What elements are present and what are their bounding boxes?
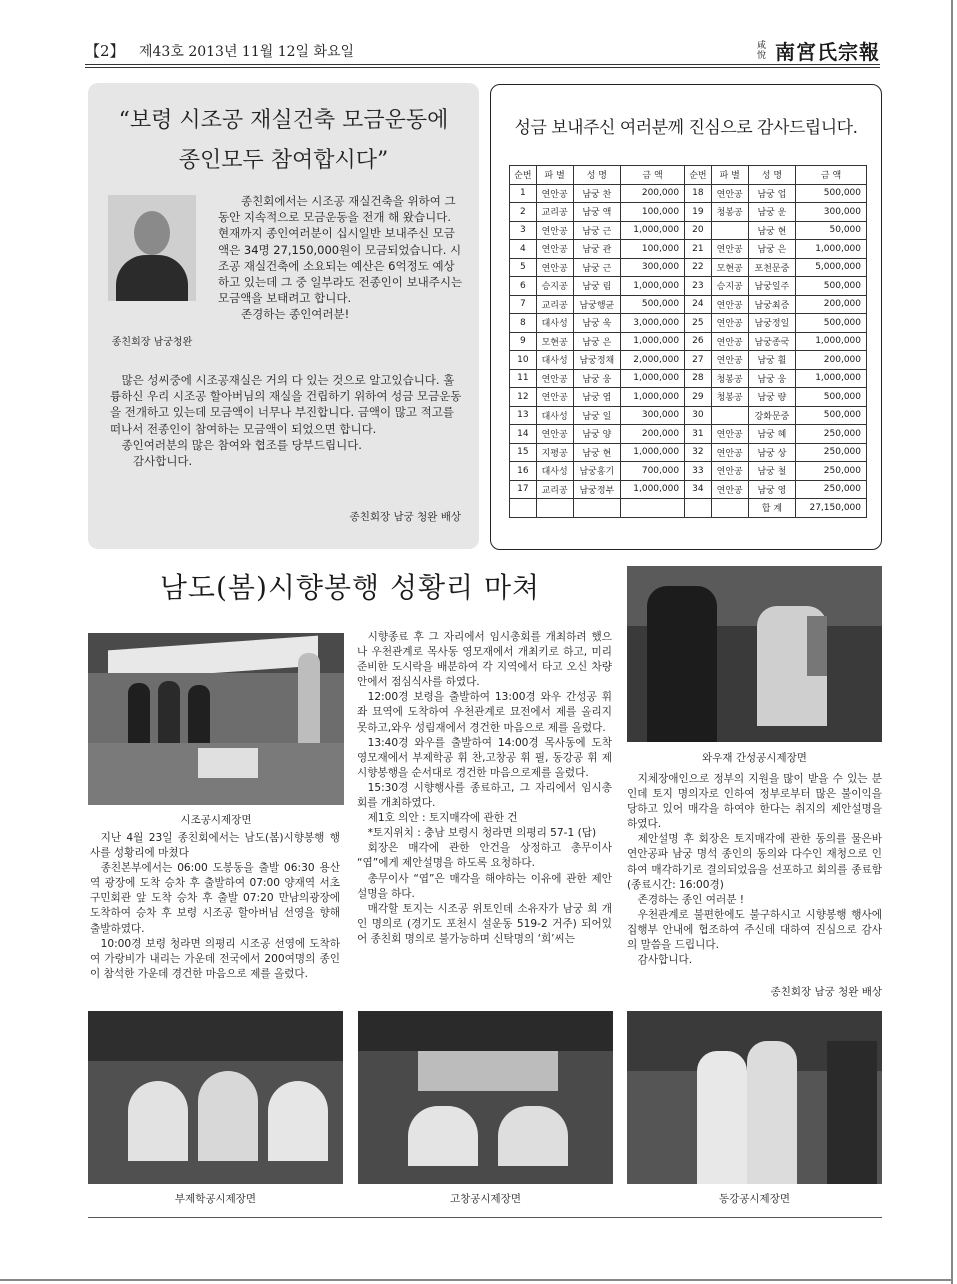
donation-cell: 포천문중: [748, 258, 795, 277]
donation-cell: [711, 406, 748, 425]
donation-cell: 50,000: [796, 221, 867, 240]
donation-cell: 2,000,000: [621, 351, 685, 370]
donation-cell: 2: [510, 203, 537, 222]
donation-cell: 남궁 일: [573, 406, 620, 425]
donation-cell: 청봉공: [711, 388, 748, 407]
donation-cell: 6: [510, 277, 537, 296]
caption-donggang-rite: 동강공시제장면: [718, 1193, 790, 1205]
issue-info: [85, 40, 354, 61]
caption-bujehak-rite: 부제학공시제장면: [174, 1193, 257, 1205]
donation-cell: 250,000: [796, 480, 867, 499]
donation-cell: 30: [685, 406, 712, 425]
donation-cell: 8: [510, 314, 537, 333]
donation-cell: 남궁최증: [748, 295, 795, 314]
donation-cell: 남궁 량: [748, 388, 795, 407]
donation-cell: 26: [685, 332, 712, 351]
donation-cell: 연안공: [711, 462, 748, 481]
donation-cell: 남궁 업: [748, 184, 795, 203]
donation-cell: 남궁 근: [573, 258, 620, 277]
donation-cell: 모현공: [711, 258, 748, 277]
donation-row: [510, 480, 867, 499]
donation-title: 성금 보내주신 여러분께 진심으로 감사드립니다.: [514, 118, 858, 138]
page-edge-bottom: [0, 1279, 953, 1281]
issue-number: 제43호: [139, 44, 184, 60]
donation-cell: [573, 499, 620, 518]
donation-cell: [711, 221, 748, 240]
donation-cell: 연안공: [711, 295, 748, 314]
donation-cell: 남궁 운: [748, 203, 795, 222]
donation-header-cell: 파 별: [536, 166, 573, 185]
donation-cell: 연안공: [711, 332, 748, 351]
article-paragraph: 감사합니다.: [637, 954, 693, 967]
donation-cell: 500,000: [796, 388, 867, 407]
donation-cell: 500,000: [796, 406, 867, 425]
article-column-1: [90, 831, 340, 982]
photo-donggang-rite: [627, 1011, 882, 1184]
donation-cell: 15: [510, 443, 537, 462]
donation-cell: 남궁 은: [748, 240, 795, 259]
donation-cell: 남궁 관: [573, 240, 620, 259]
donation-cell: 22: [685, 258, 712, 277]
donation-cell: 남궁 근: [573, 221, 620, 240]
donation-cell: 500,000: [796, 277, 867, 296]
appeal-title-line1: “보령 시조공 재실건축 모금운동에: [118, 108, 449, 133]
donation-cell: 4: [510, 240, 537, 259]
donation-cell: 19: [685, 203, 712, 222]
article-paragraph: 시향종료 후 그 자리에서 임시총회를 개최하려 했으나 우천관계로 목사동 영모재에서 개최키로 하고, 미리 준비한 도시락을 배분하여 각 지역에서 타고 오신 차량안에서 점심식사를 하였다.: [357, 631, 612, 689]
donation-cell: 3: [510, 221, 537, 240]
donation-cell: 남궁 액: [573, 203, 620, 222]
article-paragraph: 10:00경 보령 청라면 의평리 시조공 선영에 도착하여 가랑비가 내리는 가운데 전국에서 200여명의 종인이 참석한 가운데 경건한 마음으로 제를 올렸다.: [90, 937, 340, 980]
photo-gochang-rite: [358, 1011, 613, 1184]
donation-cell: 남궁 현: [573, 443, 620, 462]
donation-cell: 5: [510, 258, 537, 277]
donation-cell: 지평공: [536, 443, 573, 462]
masthead: [756, 36, 880, 65]
donation-row: [510, 388, 867, 407]
donation-cell: 남궁정부: [573, 480, 620, 499]
article-paragraph: 지체장애인으로 정부의 지원을 많이 받을 수 있는 분인데 토지 명의자로 인하여 정부로부터 많은 불이익을 당하고 있어 매각을 하여야 한다는 취지의 제안설명을 하였다.: [627, 773, 882, 831]
donation-cell: 강화문중: [748, 406, 795, 425]
appeal-paragraph-2: [110, 372, 464, 469]
donation-row: [510, 351, 867, 370]
donation-cell: 200,000: [621, 184, 685, 203]
donation-cell: [510, 499, 537, 518]
donation-cell: 24: [685, 295, 712, 314]
donation-cell: 28: [685, 369, 712, 388]
donation-cell: [711, 499, 748, 518]
donation-cell: 200,000: [796, 351, 867, 370]
donation-table: [509, 165, 867, 518]
donation-cell: 23: [685, 277, 712, 296]
donation-cell: 21: [685, 240, 712, 259]
donation-cell: 남궁홍기: [573, 462, 620, 481]
caption-gochang-rite: 고창공시제장면: [449, 1193, 521, 1205]
donation-row: [510, 425, 867, 444]
donation-cell: 29: [685, 388, 712, 407]
header-rule: [85, 64, 880, 65]
page-header: [85, 36, 880, 66]
article-paragraph: 존경하는 종인 여러분 !: [637, 893, 745, 906]
donation-cell: 16: [510, 462, 537, 481]
donation-cell: 교리공: [536, 203, 573, 222]
donation-cell: 31: [685, 425, 712, 444]
donation-cell: 700,000: [621, 462, 685, 481]
donation-cell: 100,000: [621, 203, 685, 222]
masthead-seal: 咸悅: [756, 40, 766, 61]
donation-cell: 청봉공: [711, 369, 748, 388]
donation-cell: 9: [510, 332, 537, 351]
donation-cell: 250,000: [796, 462, 867, 481]
donation-cell: 남궁 엽: [573, 388, 620, 407]
donation-cell: 남궁 혜: [748, 425, 795, 444]
donation-cell: 3,000,000: [621, 314, 685, 333]
article-headline: 남도(봄)시향봉행 성황리 마쳐: [159, 571, 541, 604]
footer-rule: [88, 1217, 882, 1218]
donation-row: [510, 221, 867, 240]
donation-cell: 500,000: [621, 295, 685, 314]
article-paragraph: 제안설명 후 회장은 토지매각에 관한 동의를 물은바 연안공파 남궁 명석 종인의 동의와 다수인 재청으로 인하여 매각하기로 결의되었음을 선포하고 회의를 종료함 (종료시간: 16:00경): [627, 833, 882, 891]
donation-cell: 1,000,000: [621, 480, 685, 499]
appeal-para3: 많은 성씨중에 시조공재실은 거의 다 있는 것으로 알고있습니다. 훌륭하신 우리 시조공 할아버님의 재실을 건립하기 위하여 성금 모금운동을 전개하고 있는데 모금액이 너무나 부진합니다. 금액이 많고 적고를 떠나서 전종인이 참여하는 모금액이 되었으면 합니다.: [110, 373, 462, 436]
donation-cell: 연안공: [711, 480, 748, 499]
photo-ancestral-rite: [88, 633, 344, 805]
donation-cell: 남궁 현: [748, 221, 795, 240]
donation-header-cell: 금 액: [796, 166, 867, 185]
donation-cell: 남궁 은: [573, 332, 620, 351]
donation-cell: 연안공: [536, 425, 573, 444]
paper-name: 南宮氏宗報: [775, 40, 880, 64]
donation-cell: 남궁행균: [573, 295, 620, 314]
donation-row: [510, 184, 867, 203]
donation-cell: 33: [685, 462, 712, 481]
donation-cell: 200,000: [796, 295, 867, 314]
donation-cell: 연안공: [711, 443, 748, 462]
donation-row: [510, 258, 867, 277]
donation-cell: 남궁정일: [748, 314, 795, 333]
donation-cell: 남궁 철: [748, 462, 795, 481]
article-paragraph: 종친본부에서는 06:00 도봉동을 출발 06:30 용산역 광장에 도착 승차 후 출발하여 07:00 양재역 서초구민회관 앞 도착 승차 후 출발 07:20 만남의광장에 도착하여 승차 후 보령 시조공 할아버님 선영을 향해 출발하였다.: [90, 862, 340, 935]
article-paragraph: 15:30경 시향행사를 종료하고, 그 자리에서 임시총회를 개최하였다.: [357, 781, 612, 810]
chairman-portrait: [108, 195, 196, 301]
donation-row: [510, 295, 867, 314]
donation-header-cell: 금 액: [621, 166, 685, 185]
donation-cell: 남궁종국: [748, 332, 795, 351]
donation-cell: 남궁 상: [748, 443, 795, 462]
donation-cell: 청봉공: [711, 203, 748, 222]
donation-cell: 모현공: [536, 332, 573, 351]
appeal-para4: 종인여러분의 많은 참여와 협조를 당부드립니다.: [121, 437, 362, 452]
donation-table-header: [510, 166, 867, 185]
donation-cell: 남궁 휠: [748, 351, 795, 370]
appeal-paragraph-1: [218, 193, 464, 323]
header-rule-secondary: [85, 67, 880, 68]
donation-cell: 13: [510, 406, 537, 425]
donation-box: [490, 84, 882, 550]
donation-cell: 11: [510, 369, 537, 388]
donation-cell: 500,000: [796, 314, 867, 333]
donation-cell: 7: [510, 295, 537, 314]
donation-cell: 1,000,000: [796, 240, 867, 259]
donation-cell: [685, 499, 712, 518]
portrait-caption: 종친회장 남궁청완: [111, 337, 193, 348]
donation-cell: 승지공: [711, 277, 748, 296]
donation-total-label: 합 계: [748, 499, 795, 518]
appeal-para5: 감사합니다.: [133, 454, 193, 469]
donation-cell: 남궁정채: [573, 351, 620, 370]
donation-cell: 남궁 웅: [748, 369, 795, 388]
donation-cell: 연안공: [536, 221, 573, 240]
donation-cell: 14: [510, 425, 537, 444]
donation-cell: 1: [510, 184, 537, 203]
appeal-title-line2: 종인모두 참여합시다”: [178, 148, 389, 173]
article-paragraph: *토지위치 : 충남 보령시 청라면 의평리 57-1 (답): [367, 827, 597, 840]
donation-cell: 10: [510, 351, 537, 370]
article-signature: 종친회장 남궁 청완 배상: [770, 986, 882, 998]
donation-row: [510, 462, 867, 481]
donation-cell: 1,000,000: [621, 277, 685, 296]
article-paragraph: 총무이사 “엽”은 매각을 해야하는 이유에 관한 제안설명을 하다.: [357, 872, 612, 900]
donation-header-cell: 성 명: [573, 166, 620, 185]
donation-cell: [536, 499, 573, 518]
donation-cell: 300,000: [621, 406, 685, 425]
appeal-signature: 종친회장 남궁 청완 배상: [349, 511, 461, 523]
article-paragraph: 제1호 의안 : 토지매각에 관한 건: [367, 812, 518, 825]
donation-cell: 연안공: [536, 369, 573, 388]
donation-cell: 1,000,000: [621, 388, 685, 407]
appeal-para2: 존경하는 종인여러분!: [241, 307, 350, 322]
donation-cell: 500,000: [796, 184, 867, 203]
donation-header-cell: 성 명: [748, 166, 795, 185]
photo-waujae-rite: [627, 566, 882, 742]
donation-cell: 교리공: [536, 295, 573, 314]
appeal-title: [88, 101, 479, 181]
donation-row: [510, 203, 867, 222]
donation-row: [510, 369, 867, 388]
caption-ancestral-rite: 시조공시제장면: [180, 814, 252, 826]
donation-cell: 100,000: [621, 240, 685, 259]
donation-cell: 남궁 영: [748, 480, 795, 499]
article-column-2: [357, 630, 612, 947]
donation-cell: 연안공: [711, 351, 748, 370]
donation-total-row: [510, 499, 867, 518]
photo-bujehak-rite: [88, 1011, 343, 1184]
donation-header-cell: 순번: [685, 166, 712, 185]
donation-cell: 남궁 욱: [573, 314, 620, 333]
page-number: 【2】: [85, 42, 125, 60]
article-paragraph: 12:00경 보령을 출발하여 13:00경 와우 간성공 휘 좌 묘역에 도착하여 우천관계로 묘전에서 제를 올리지 못하고,와우 성림재에서 경건한 마음으로 제를 올렸다.: [357, 691, 612, 734]
donation-cell: 300,000: [796, 203, 867, 222]
donation-cell: 남궁일주: [748, 277, 795, 296]
donation-cell: 34: [685, 480, 712, 499]
donation-row: [510, 314, 867, 333]
donation-cell: 5,000,000: [796, 258, 867, 277]
donation-cell: 연안공: [536, 240, 573, 259]
donation-cell: 승지공: [536, 277, 573, 296]
article-paragraph: 13:40경 와우를 출발하여 14:00경 목사동에 도착 영모재에서 부제학공 휘 찬,고창공 휘 필, 동강공 휘 제 시향봉행을 순서대로 경건한 마음으로제를 올렸다.: [357, 736, 612, 779]
donation-cell: 1,000,000: [621, 369, 685, 388]
article-paragraph: 회장은 매각에 관한 안건을 상정하고 총무이사 “엽”에게 제안설명을 하도록 요청하다.: [357, 842, 612, 870]
donation-cell: 대사성: [536, 406, 573, 425]
caption-waujae-rite: 와우재 간성공시제장면: [702, 752, 807, 764]
donation-cell: [621, 499, 685, 518]
donation-cell: 교리공: [536, 480, 573, 499]
donation-total-value: 27,150,000: [796, 499, 867, 518]
donation-cell: 남궁 웅: [573, 369, 620, 388]
donation-cell: 25: [685, 314, 712, 333]
donation-cell: 1,000,000: [621, 332, 685, 351]
donation-cell: 250,000: [796, 425, 867, 444]
donation-cell: 1,000,000: [796, 369, 867, 388]
donation-row: [510, 443, 867, 462]
donation-cell: 대사성: [536, 314, 573, 333]
donation-cell: 남궁 찬: [573, 184, 620, 203]
donation-row: [510, 277, 867, 296]
donation-cell: 남궁 양: [573, 425, 620, 444]
donation-row: [510, 332, 867, 351]
donation-cell: 연안공: [711, 240, 748, 259]
donation-cell: 대사성: [536, 351, 573, 370]
donation-cell: 남궁 림: [573, 277, 620, 296]
article-paragraph: 매각할 토지는 시조공 위토인데 소유자가 남궁 희 개인 명의로 (경기도 포천시 설운동 519-2 거주) 되어있어 종친회 명의로 불가능하며 신탁명의 ‘희’씨는: [357, 902, 612, 945]
donation-cell: 18: [685, 184, 712, 203]
donation-cell: 17: [510, 480, 537, 499]
donation-cell: 연안공: [536, 184, 573, 203]
donation-cell: 1,000,000: [796, 332, 867, 351]
donation-cell: 1,000,000: [621, 221, 685, 240]
donation-cell: 27: [685, 351, 712, 370]
article-paragraph: 우천관계로 불편한에도 불구하시고 시향봉행 행사에 집행부 안내에 협조하여 주신데 대하여 진심으로 감사의 말씀을 드립니다.: [627, 908, 882, 952]
donation-cell: 연안공: [711, 184, 748, 203]
donation-cell: 1,000,000: [621, 443, 685, 462]
donation-cell: 연안공: [711, 314, 748, 333]
issue-date: 2013년 11월 12일 화요일: [188, 44, 355, 60]
donation-header-cell: 파 별: [711, 166, 748, 185]
donation-row: [510, 406, 867, 425]
donation-header-cell: 순번: [510, 166, 537, 185]
donation-cell: 12: [510, 388, 537, 407]
portrait-face: [134, 211, 170, 255]
article-paragraph: 지난 4월 23일 종친회에서는 남도(봄)시향봉행 행사를 성황리에 마쳤다: [90, 832, 340, 860]
page-edge-right: [951, 0, 953, 1284]
appeal-box: [88, 83, 479, 549]
donation-cell: 20: [685, 221, 712, 240]
article-column-3: [627, 772, 882, 968]
donation-cell: 250,000: [796, 443, 867, 462]
donation-cell: 연안공: [536, 258, 573, 277]
appeal-para1: 종친회에서는 시조공 재실건축을 위하여 그동안 지속적으로 모금운동을 전개 해 왔습니다. 현재까지 종인여러분이 십시일반 보내주신 모금액은 34명 27,150,000원이 모금되었습니다. 시조공 재실건축에 소요되는 예산은 6억정도 예상하고 있는데 그 중 일부라도 전종인이 보내주시는 모금액을 보태려고 합니다.: [218, 194, 463, 306]
donation-cell: 32: [685, 443, 712, 462]
portrait-suit: [116, 255, 188, 301]
donation-cell: 연안공: [711, 425, 748, 444]
donation-cell: 대사성: [536, 462, 573, 481]
donation-cell: 연안공: [536, 388, 573, 407]
donation-cell: 200,000: [621, 425, 685, 444]
donation-cell: 300,000: [621, 258, 685, 277]
donation-row: [510, 240, 867, 259]
